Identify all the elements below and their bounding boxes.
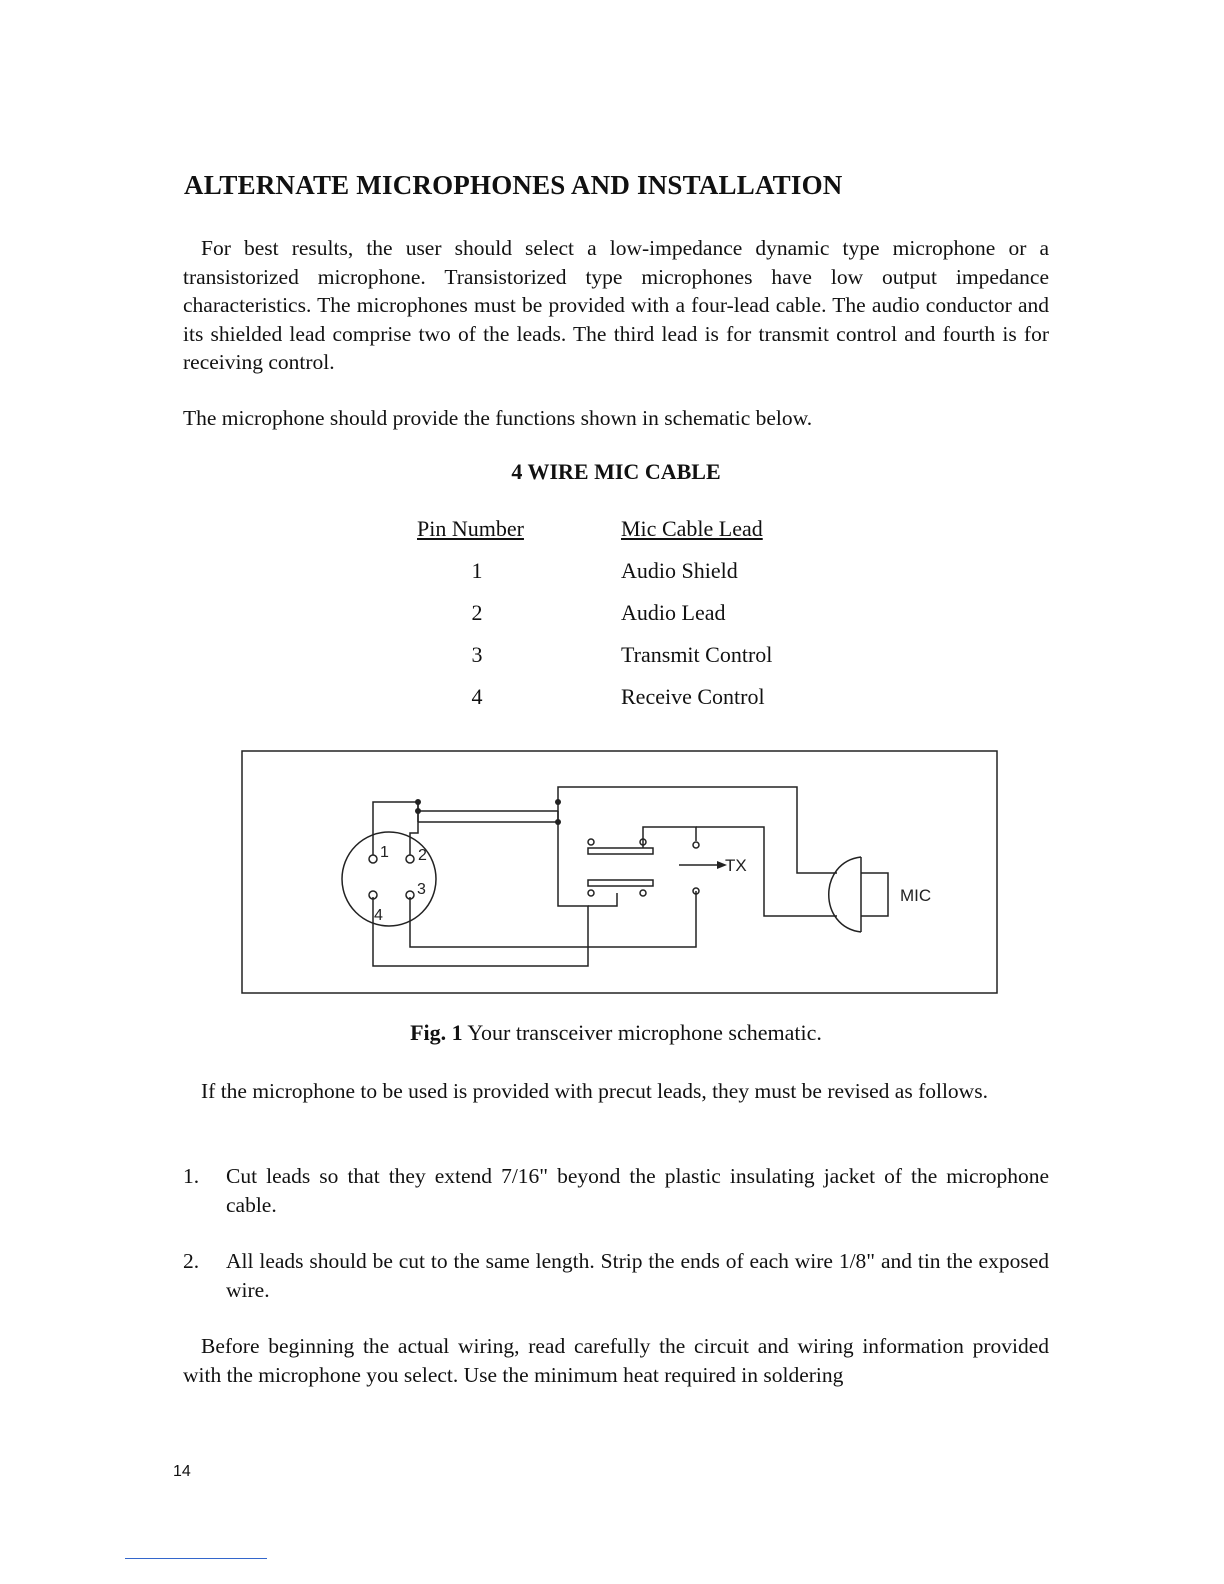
lead-cell: Audio Lead [621, 600, 726, 625]
list-item: Cut leads so that they extend 7/16" beyond the plastic insulating jacket of the microphone cable. [226, 1164, 1049, 1217]
page-title: ALTERNATE MICROPHONES AND INSTALLATION [184, 170, 843, 200]
pin-cell: 3 [471, 642, 483, 667]
figure-caption [0, 1020, 1224, 1046]
list-number: 2. [183, 1249, 200, 1273]
pin-number-header: Pin Number [417, 516, 524, 541]
intro-paragraph: For best results, the user should select a low-impedance dynamic type microphone or a transistorized microphone. Transistorized type microphones have low output impedance characteristics. The microphones must be provided with a four-lead cable. The audio conductor and its shielded lead comprise two of the leads. The third lead is for transmit control and fourth is for receiving control. [183, 236, 1049, 374]
pin-label: 1 [380, 844, 389, 861]
pin-cell: 2 [471, 600, 483, 625]
lead-cell: Transmit Control [621, 642, 773, 667]
pin-label: 3 [417, 881, 426, 898]
cable-table-title: 4 WIRE MIC CABLE [511, 459, 721, 484]
list-item: All leads should be cut to the same length. Strip the ends of each wire 1/8" and tin the exposed wire. [226, 1249, 1049, 1302]
closing-paragraph: Before beginning the actual wiring, read carefully the circuit and wiring information provided with the microphone you select. Use the minimum heat required in soldering [183, 1334, 1049, 1387]
lead-cell: Audio Shield [621, 558, 738, 583]
tx-label: TX [725, 856, 747, 875]
precut-paragraph: If the microphone to be used is provided with precut leads, they must be revised as follows. [201, 1079, 988, 1103]
pin-cell: 1 [471, 558, 483, 583]
page-number: 14 [173, 1463, 191, 1480]
figure-caption-text: Your transceiver microphone schematic. [467, 1020, 822, 1045]
list-number: 1. [183, 1164, 200, 1188]
mic-label: MIC [900, 886, 932, 905]
figure-label: Fig. 1 [410, 1020, 463, 1045]
mic-cable-lead-header: Mic Cable Lead [621, 516, 763, 541]
lead-cell: Receive Control [621, 684, 765, 709]
pin-label: 2 [418, 847, 427, 864]
footer-rule [125, 1558, 267, 1559]
pin-cell: 4 [471, 684, 483, 709]
functions-paragraph: The microphone should provide the functions shown in schematic below. [183, 406, 813, 430]
pin-label: 4 [374, 907, 383, 924]
mic-icon [861, 857, 888, 932]
